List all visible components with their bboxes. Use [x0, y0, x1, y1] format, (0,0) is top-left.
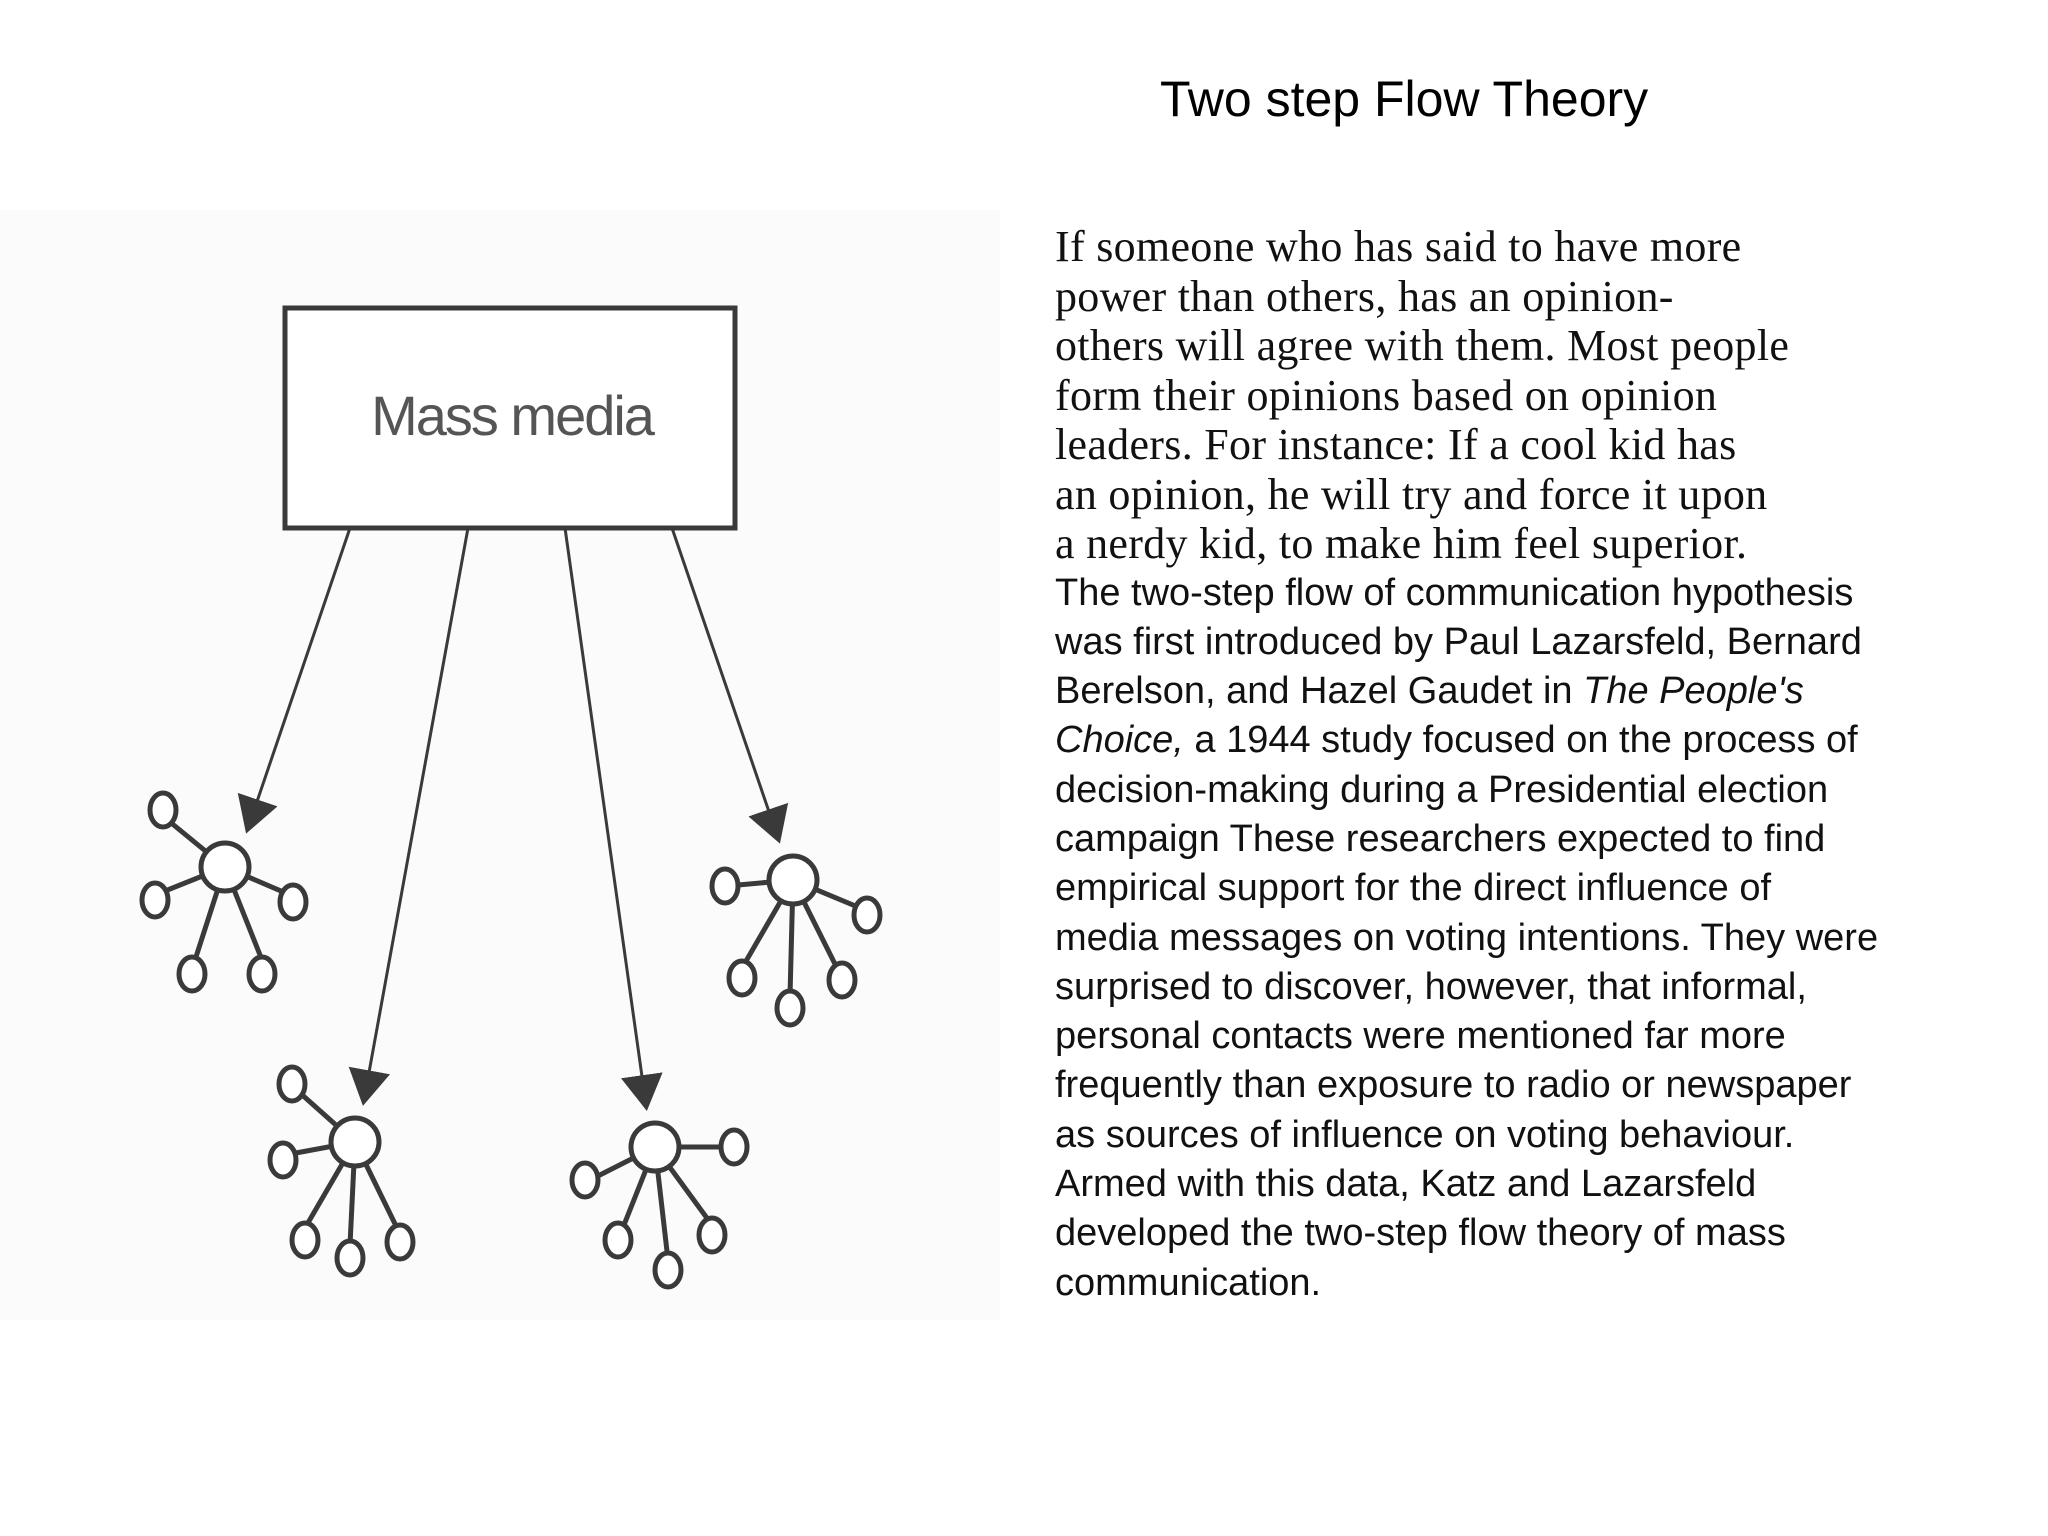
follower: [337, 1241, 363, 1275]
sans-line: media messages on voting intentions. They were: [1055, 916, 1879, 959]
follower: [292, 1223, 318, 1257]
follower: [699, 1218, 725, 1252]
follower: [280, 885, 306, 919]
flow-arrow-4: [672, 528, 778, 838]
sans-line: [1055, 667, 2015, 716]
serif-line: leaders. For instance: If a cool kid has: [1055, 420, 1737, 469]
sans-line: communication.: [1055, 1261, 1322, 1304]
follower: [605, 1223, 631, 1257]
opinion-leader-group-1: [142, 793, 306, 991]
opinion-leader: [631, 1123, 679, 1171]
sans-line: developed the two-step flow theory of mass: [1055, 1212, 1786, 1255]
follower: [150, 793, 176, 827]
mass-media-node: [285, 308, 735, 528]
follower: [572, 1163, 598, 1197]
mass-media-label: Mass media: [371, 384, 653, 447]
flow-arrow-1: [248, 528, 350, 828]
book-title-part-2: Choice,: [1055, 719, 1184, 762]
opinion-leader-group-2: [270, 1067, 413, 1275]
opinion-leader-group-4: [712, 856, 880, 1025]
sans-line: The two-step flow of communication hypothesis: [1055, 571, 1854, 614]
flow-arrow-3: [565, 528, 646, 1105]
sans-paragraph: [1055, 569, 2015, 1308]
sans-line: [1055, 716, 2015, 765]
sans-line: personal contacts were mentioned far more: [1055, 1015, 1786, 1058]
serif-line: form their opinions based on opinion: [1055, 370, 1718, 420]
serif-line: a nerdy kid, to make him feel superior.: [1055, 519, 1748, 568]
opinion-leader-group-3: [572, 1123, 747, 1287]
body-text: [1055, 222, 2015, 1308]
sans-line: empirical support for the direct influence of: [1055, 867, 1772, 910]
slide-title: Two step Flow Theory: [1160, 71, 1649, 127]
serif-line: power than others, has an opinion-: [1055, 271, 1674, 321]
follower: [712, 869, 738, 903]
serif-line: If someone who has said to have more: [1055, 222, 1742, 271]
sans-line-text: a 1944 study focused on the process of: [1183, 719, 1858, 762]
follower: [270, 1143, 296, 1177]
follower: [249, 957, 275, 991]
opinion-leader: [769, 856, 817, 904]
follower: [142, 883, 168, 917]
follower: [721, 1130, 747, 1164]
serif-line: others will agree with them. Most people: [1055, 321, 1790, 370]
flow-arrows: [248, 528, 778, 1105]
follower: [829, 963, 855, 997]
follower: [179, 957, 205, 991]
sans-line: as sources of influence on voting behaviour.: [1055, 1113, 1795, 1156]
opinion-leader: [331, 1118, 379, 1166]
flow-arrow-2: [364, 528, 468, 1100]
sans-line: campaign These researchers expected to find: [1055, 817, 1826, 860]
sans-line: was first introduced by Paul Lazarsfeld, Bernard: [1055, 620, 1862, 663]
follower: [655, 1253, 681, 1287]
serif-paragraph: [1055, 222, 2015, 569]
sans-line: surprised to discover, however, that informal,: [1055, 965, 1807, 1008]
follower: [729, 961, 755, 995]
sans-line: Armed with this data, Katz and Lazarsfeld: [1055, 1163, 1757, 1206]
sans-line-text: Berelson, and Hazel Gaudet in: [1055, 670, 1584, 713]
sans-line: decision-making during a Presidential election: [1055, 768, 1829, 811]
follower: [279, 1067, 305, 1101]
serif-line: an opinion, he will try and force it upon: [1055, 469, 1768, 519]
book-title-part-1: The People's: [1583, 670, 1804, 713]
two-step-flow-diagram: [0, 210, 1000, 1320]
opinion-leader: [201, 843, 249, 891]
sans-line: frequently than exposure to radio or newspaper: [1055, 1064, 1852, 1107]
follower: [777, 991, 803, 1025]
follower: [854, 898, 880, 932]
follower: [387, 1225, 413, 1259]
